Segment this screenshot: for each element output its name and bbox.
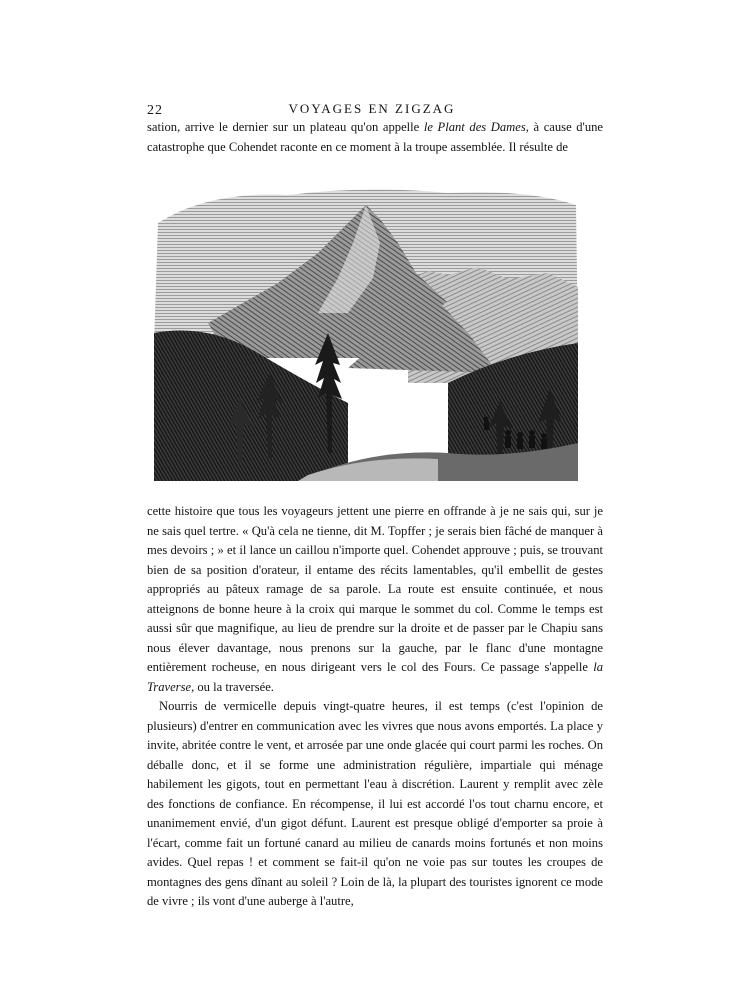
top-paragraph [147,118,603,157]
place-name-italic: le Plant des Dames [423,120,526,134]
top-paragraph-text: sation, arrive le dernier sur un plateau qu'on appelle [147,120,424,134]
running-title: VOYAGES EN ZIGZAG [288,101,456,116]
paragraph-2: Nourris de vermicelle depuis vingt-quatre heures, il est temps (c'est l'opinion de plusieurs) d'entrer en communication avec les vivres que nous avons emportés. La place y invite, abritée contre le vent, et arrosée par une onde glacée qui court parmi les roches. On déballe donc, et il se forme une administration régulière, impartiale qui ménage habilement les gigots, tout en permettant l'eau à discrétion. Laurent y remplit avec zèle des fonctions de confiance. En récompense, il lui est accordé l'os tout charnu encore, et unanimement envié, d'un gigot défunt. Laurent est presque obligé d'emporter sa proie à l'écart, comme fait un fortuné canard au milieu de canards moins fortunés et non moins avides. Quel repas ! et comment se fait-il qu'on ne voie pas sur toutes les croupes de montagnes des gens dînant au soleil ? Loin de là, la plupart des touristes ignorent ce mode de vivre ; ils vont d'une auberge à l'autre, [147,699,603,908]
bottom-text-block [147,502,603,912]
mountain-engraving [148,183,584,481]
paragraph-1-text-end: , ou la traversée. [191,679,274,694]
page-number: 22 [147,103,163,118]
paragraph-1-text: cette histoire que tous les voyageurs jettent une pierre en offrande à je ne sais qui, sur je ne sais quel tertre. « Qu'à cela ne tienne, dit M. Topffer ; je serais bien fâché de manquer à mes devoirs ; » et il lance un caillou n'importe quel. Cohendet approuve ; puis, se trouvant bien de sa position d'orateur, il entame des récits lamentables, qu'il embellit de gestes appropriés au pâteux ramage de sa parole. La route est ensuite continuée, et nous atteignons de bonne heure à la croix qui marque le sommet du col. Comme le temps est aussi sûr que magnifique, au lieu de prendre sur la droite et de passer par le Chapiu sans nous élever davantage, nous prenons sur la gauche, par le flanc d'une montagne entièrement rocheuse, en nous dirigeant vers le col des Fours. Ce passage s'appelle [147,504,603,674]
passage-name-italic: la Traverse [147,660,603,694]
mountain-engraving-svg [148,183,584,481]
top-paragraph-text-end: , à cause d'une catastrophe que Cohendet raconte en ce moment à la troupe assemblée. Il résulte de [147,120,603,154]
paragraph-1 [147,502,603,697]
top-text-block [147,118,603,157]
